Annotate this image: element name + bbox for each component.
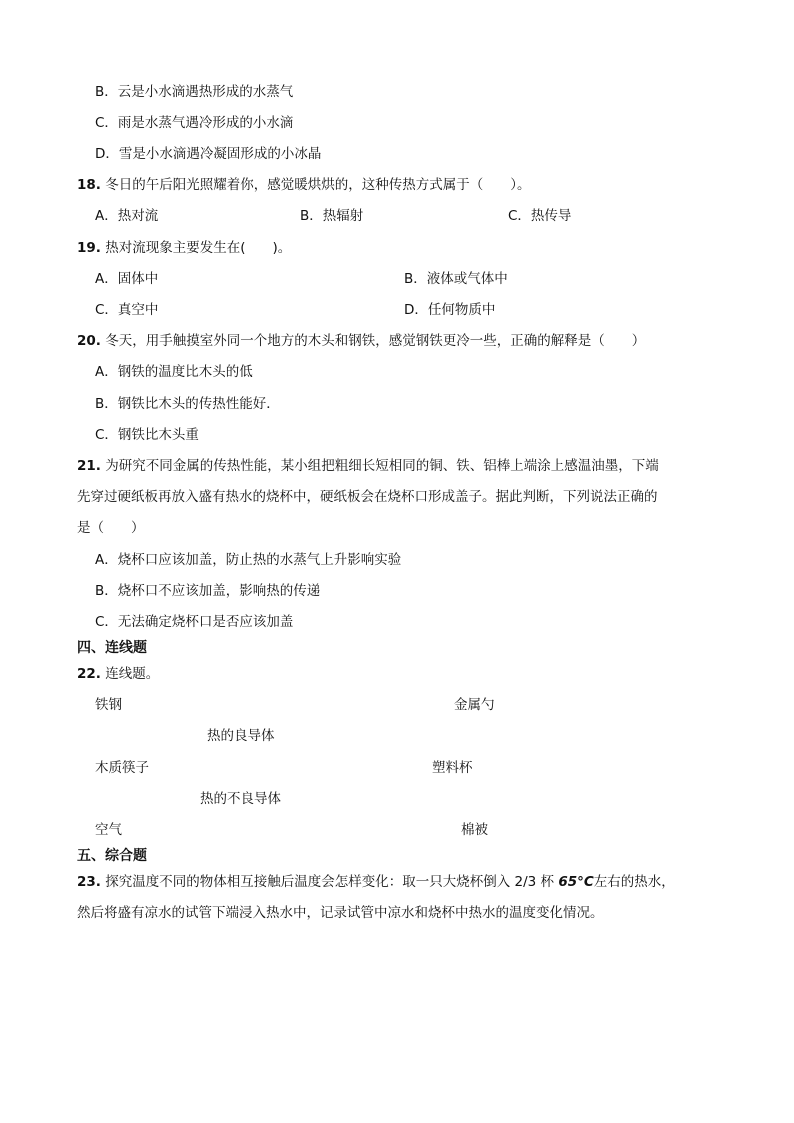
question-21-line-2: 先穿过硬纸板再放入盛有热水的烧杯中，硬纸板会在烧杯口形成盖子。据此判断，下列说法正确的 (77, 489, 658, 505)
match-middle-item-1: 热的良导体 (207, 728, 275, 744)
q20-option-b: B．钢铁比木头的传热性能好． (95, 396, 280, 412)
q18-option-b: B．热辐射 (300, 208, 364, 224)
question-text: 热对流现象主要发生在( )。 (105, 240, 292, 256)
q18-option-c: C．热传导 (508, 208, 572, 224)
q19-option-b: B．液体或气体中 (404, 271, 508, 287)
question-number: 18. (77, 177, 101, 193)
q17-option-b: B．云是小水滴遇热形成的水蒸气 (95, 84, 294, 100)
question-text-line-1: 为研究不同金属的传热性能，某小组把粗细长短相同的铜、铁、铝棒上端涂上感温油墨，下端 (105, 458, 659, 474)
match-left-item-3: 空气 (95, 822, 122, 838)
match-right-item-2: 塑料杯 (432, 760, 473, 776)
q20-option-c: C．钢铁比木头重 (95, 427, 199, 443)
question-19 (77, 239, 291, 257)
q21-option-b: B．烧杯口不应该加盖，影响热的传递 (95, 583, 321, 599)
q17-option-c: C．雨是水蒸气遇冷形成的小水滴 (95, 115, 294, 131)
temperature-value: 65°C (558, 874, 594, 890)
match-right-item-1: 金属勺 (454, 697, 495, 713)
question-text: 冬天，用手触摸室外同一个地方的木头和钢铁，感觉钢铁更冷一些，正确的解释是（ ） (105, 333, 646, 349)
question-number: 23. (77, 874, 101, 890)
q19-option-d: D．任何物质中 (404, 302, 496, 318)
question-22 (77, 665, 159, 683)
section-heading-comprehensive: 五、综合题 (77, 848, 147, 864)
q21-option-c: C．无法确定烧杯口是否应该加盖 (95, 614, 294, 630)
question-text-line-1-part-1: 探究温度不同的物体相互接触后温度会怎样变化：取一只大烧杯倒入 2/3 杯 (105, 874, 559, 890)
question-number: 19. (77, 240, 101, 256)
section-heading-matching: 四、连线题 (77, 640, 147, 656)
match-left-item-1: 铁钢 (95, 697, 122, 713)
question-21-line-3: 是（ ） (77, 520, 145, 536)
question-text-line-1-part-2: 左右的热水， (593, 874, 675, 890)
match-middle-item-2: 热的不良导体 (200, 791, 281, 807)
q20-option-a: A．钢铁的温度比木头的低 (95, 364, 253, 380)
q21-option-a: A．烧杯口应该加盖，防止热的水蒸气上升影响实验 (95, 552, 402, 568)
q19-option-c: C．真空中 (95, 302, 159, 318)
question-23 (77, 873, 675, 891)
question-20 (77, 332, 645, 350)
question-number: 22. (77, 666, 101, 682)
question-21 (77, 457, 659, 475)
q18-option-a: A．热对流 (95, 208, 159, 224)
question-18 (77, 176, 530, 194)
q17-option-d: D．雪是小水滴遇冷凝固形成的小冰晶 (95, 146, 322, 162)
question-text: 冬日的午后阳光照耀着你，感觉暖烘烘的，这种传热方式属于（ ）。 (105, 177, 531, 193)
question-text: 连线题。 (105, 666, 160, 682)
question-23-line-2: 然后将盛有凉水的试管下端浸入热水中，记录试管中凉水和烧杯中热水的温度变化情况。 (77, 905, 604, 921)
question-number: 21. (77, 458, 101, 474)
match-left-item-2: 木质筷子 (95, 760, 149, 776)
match-right-item-3: 棉被 (461, 822, 488, 838)
q19-option-a: A．固体中 (95, 271, 159, 287)
question-number: 20. (77, 333, 101, 349)
